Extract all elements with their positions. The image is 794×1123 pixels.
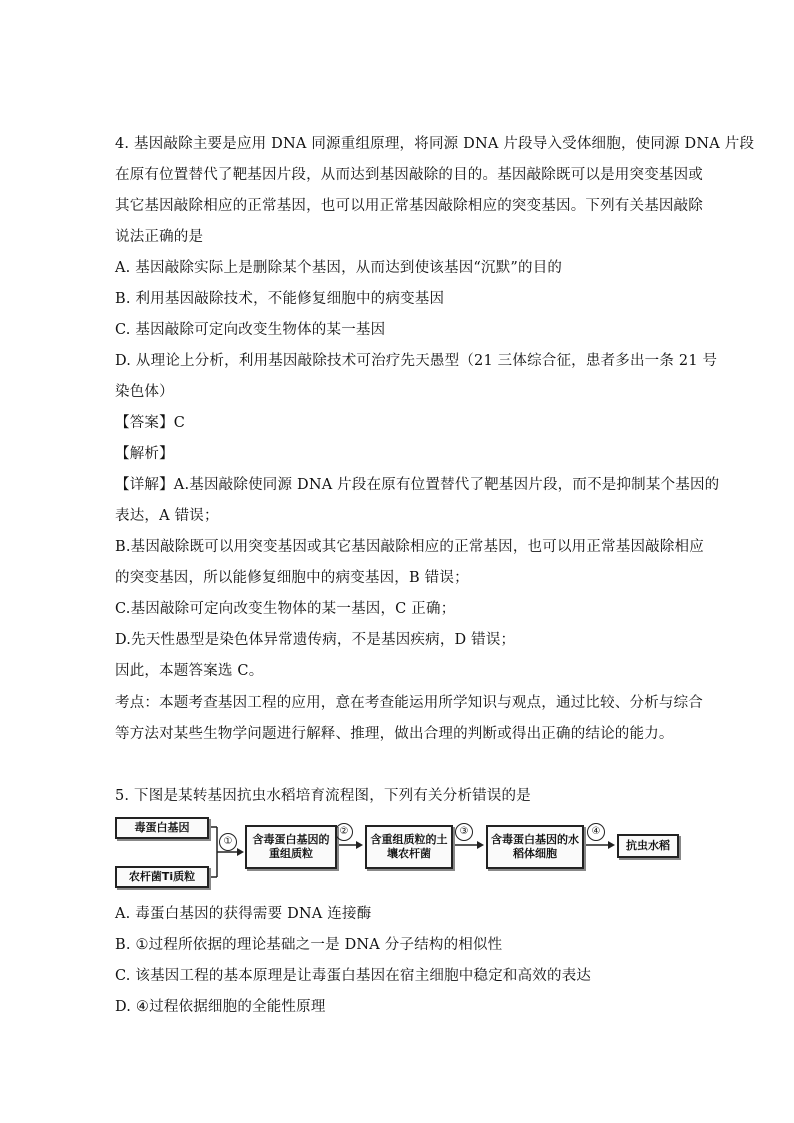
q4-answer: 【答案】C xyxy=(115,415,186,431)
q5-option-c: C. 该基因工程的基本原理是让毒蛋白基因在宿主细胞中稳定和高效的表达 xyxy=(115,968,592,984)
q5-option-a: A. 毒蛋白基因的获得需要 DNA 连接酶 xyxy=(115,906,372,922)
q4-detail-line-6: D.先天性愚型是染色体异常遗传病，不是基因疾病，D 错误； xyxy=(115,632,516,648)
q5-option-d: D. ④过程依据细胞的全能性原理 xyxy=(115,999,326,1015)
q4-kaodian-line-2: 等方法对某些生物学问题进行解释、推理，做出合理的判断或得出正确的结论的能力。 xyxy=(115,726,674,742)
flow-box-rice-cell: 含毒蛋白基因的水稻体细胞 xyxy=(486,825,584,869)
q4-detail-line-4: 的突变基因，所以能修复细胞中的病变基因，B 错误； xyxy=(115,570,469,586)
q5-option-b: B. ①过程所依据的理论基础之一是 DNA 分子结构的相似性 xyxy=(115,937,503,953)
q4-option-c: C. 基因敲除可定向改变生物体的某一基因 xyxy=(115,322,386,338)
q4-detail-line-2: 表达，A 错误； xyxy=(115,508,219,524)
flow-step-3: ③ xyxy=(455,823,473,841)
flow-box-recombinant-plasmid: 含毒蛋白基因的重组质粒 xyxy=(245,825,337,869)
q4-kaodian-line-1: 考点：本题考查基因工程的应用，意在考查能运用所学知识与观点，通过比较、分析与综合 xyxy=(115,695,703,711)
q4-option-d-line-2: 染色体） xyxy=(115,384,174,400)
q4-stem-line-4: 说法正确的是 xyxy=(115,229,204,245)
q4-option-d-line-1: D. 从理论上分析，利用基因敲除技术可治疗先天愚型（21 三体综合征，患者多出一条 21 号 xyxy=(115,353,718,369)
flow-step-2: ② xyxy=(335,823,353,841)
flow-box-toxin-gene: 毒蛋白基因 xyxy=(115,817,209,839)
flow-step-1: ① xyxy=(219,833,237,851)
q4-option-a: A. 基因敲除实际上是删除某个基因，从而达到使该基因“沉默”的目的 xyxy=(115,260,563,276)
q4-analysis-heading: 【解析】 xyxy=(115,446,174,462)
q5-flow-diagram xyxy=(113,815,679,890)
q4-conclusion: 因此，本题答案选 C。 xyxy=(115,663,264,679)
flow-box-insect-resistant-rice: 抗虫水稻 xyxy=(617,834,679,858)
q4-stem-line-1: 4. 基因敲除主要是应用 DNA 同源重组原理，将同源 DNA 片段导入受体细胞，使同源 DNA 片段 xyxy=(115,136,755,152)
q4-option-b: B. 利用基因敲除技术，不能修复细胞中的病变基因 xyxy=(115,291,445,307)
q4-detail-line-3: B.基因敲除既可以用突变基因或其它基因敲除相应的正常基因，也可以用正常基因敲除相应 xyxy=(115,539,704,555)
q4-detail-line-5: C.基因敲除可定向改变生物体的某一基因，C 正确； xyxy=(115,601,456,617)
flow-box-agrobacterium: 含重组质粒的土壤农杆菌 xyxy=(365,825,453,869)
q4-detail-line-1: 【详解】A.基因敲除使同源 DNA 片段在原有位置替代了靶基因片段，而不是抑制某个基因的 xyxy=(115,477,720,493)
q4-stem-line-2: 在原有位置替代了靶基因片段，从而达到基因敲除的目的。基因敲除既可以是用突变基因或 xyxy=(115,167,703,183)
q4-stem-line-3: 其它基因敲除相应的正常基因，也可以用正常基因敲除相应的突变基因。下列有关基因敲除 xyxy=(115,198,703,214)
flow-box-ti-plasmid: 农杆菌Ti质粒 xyxy=(115,866,209,888)
flow-step-4: ④ xyxy=(587,823,605,841)
q5-stem: 5. 下图是某转基因抗虫水稻培育流程图，下列有关分析错误的是 xyxy=(115,788,531,804)
